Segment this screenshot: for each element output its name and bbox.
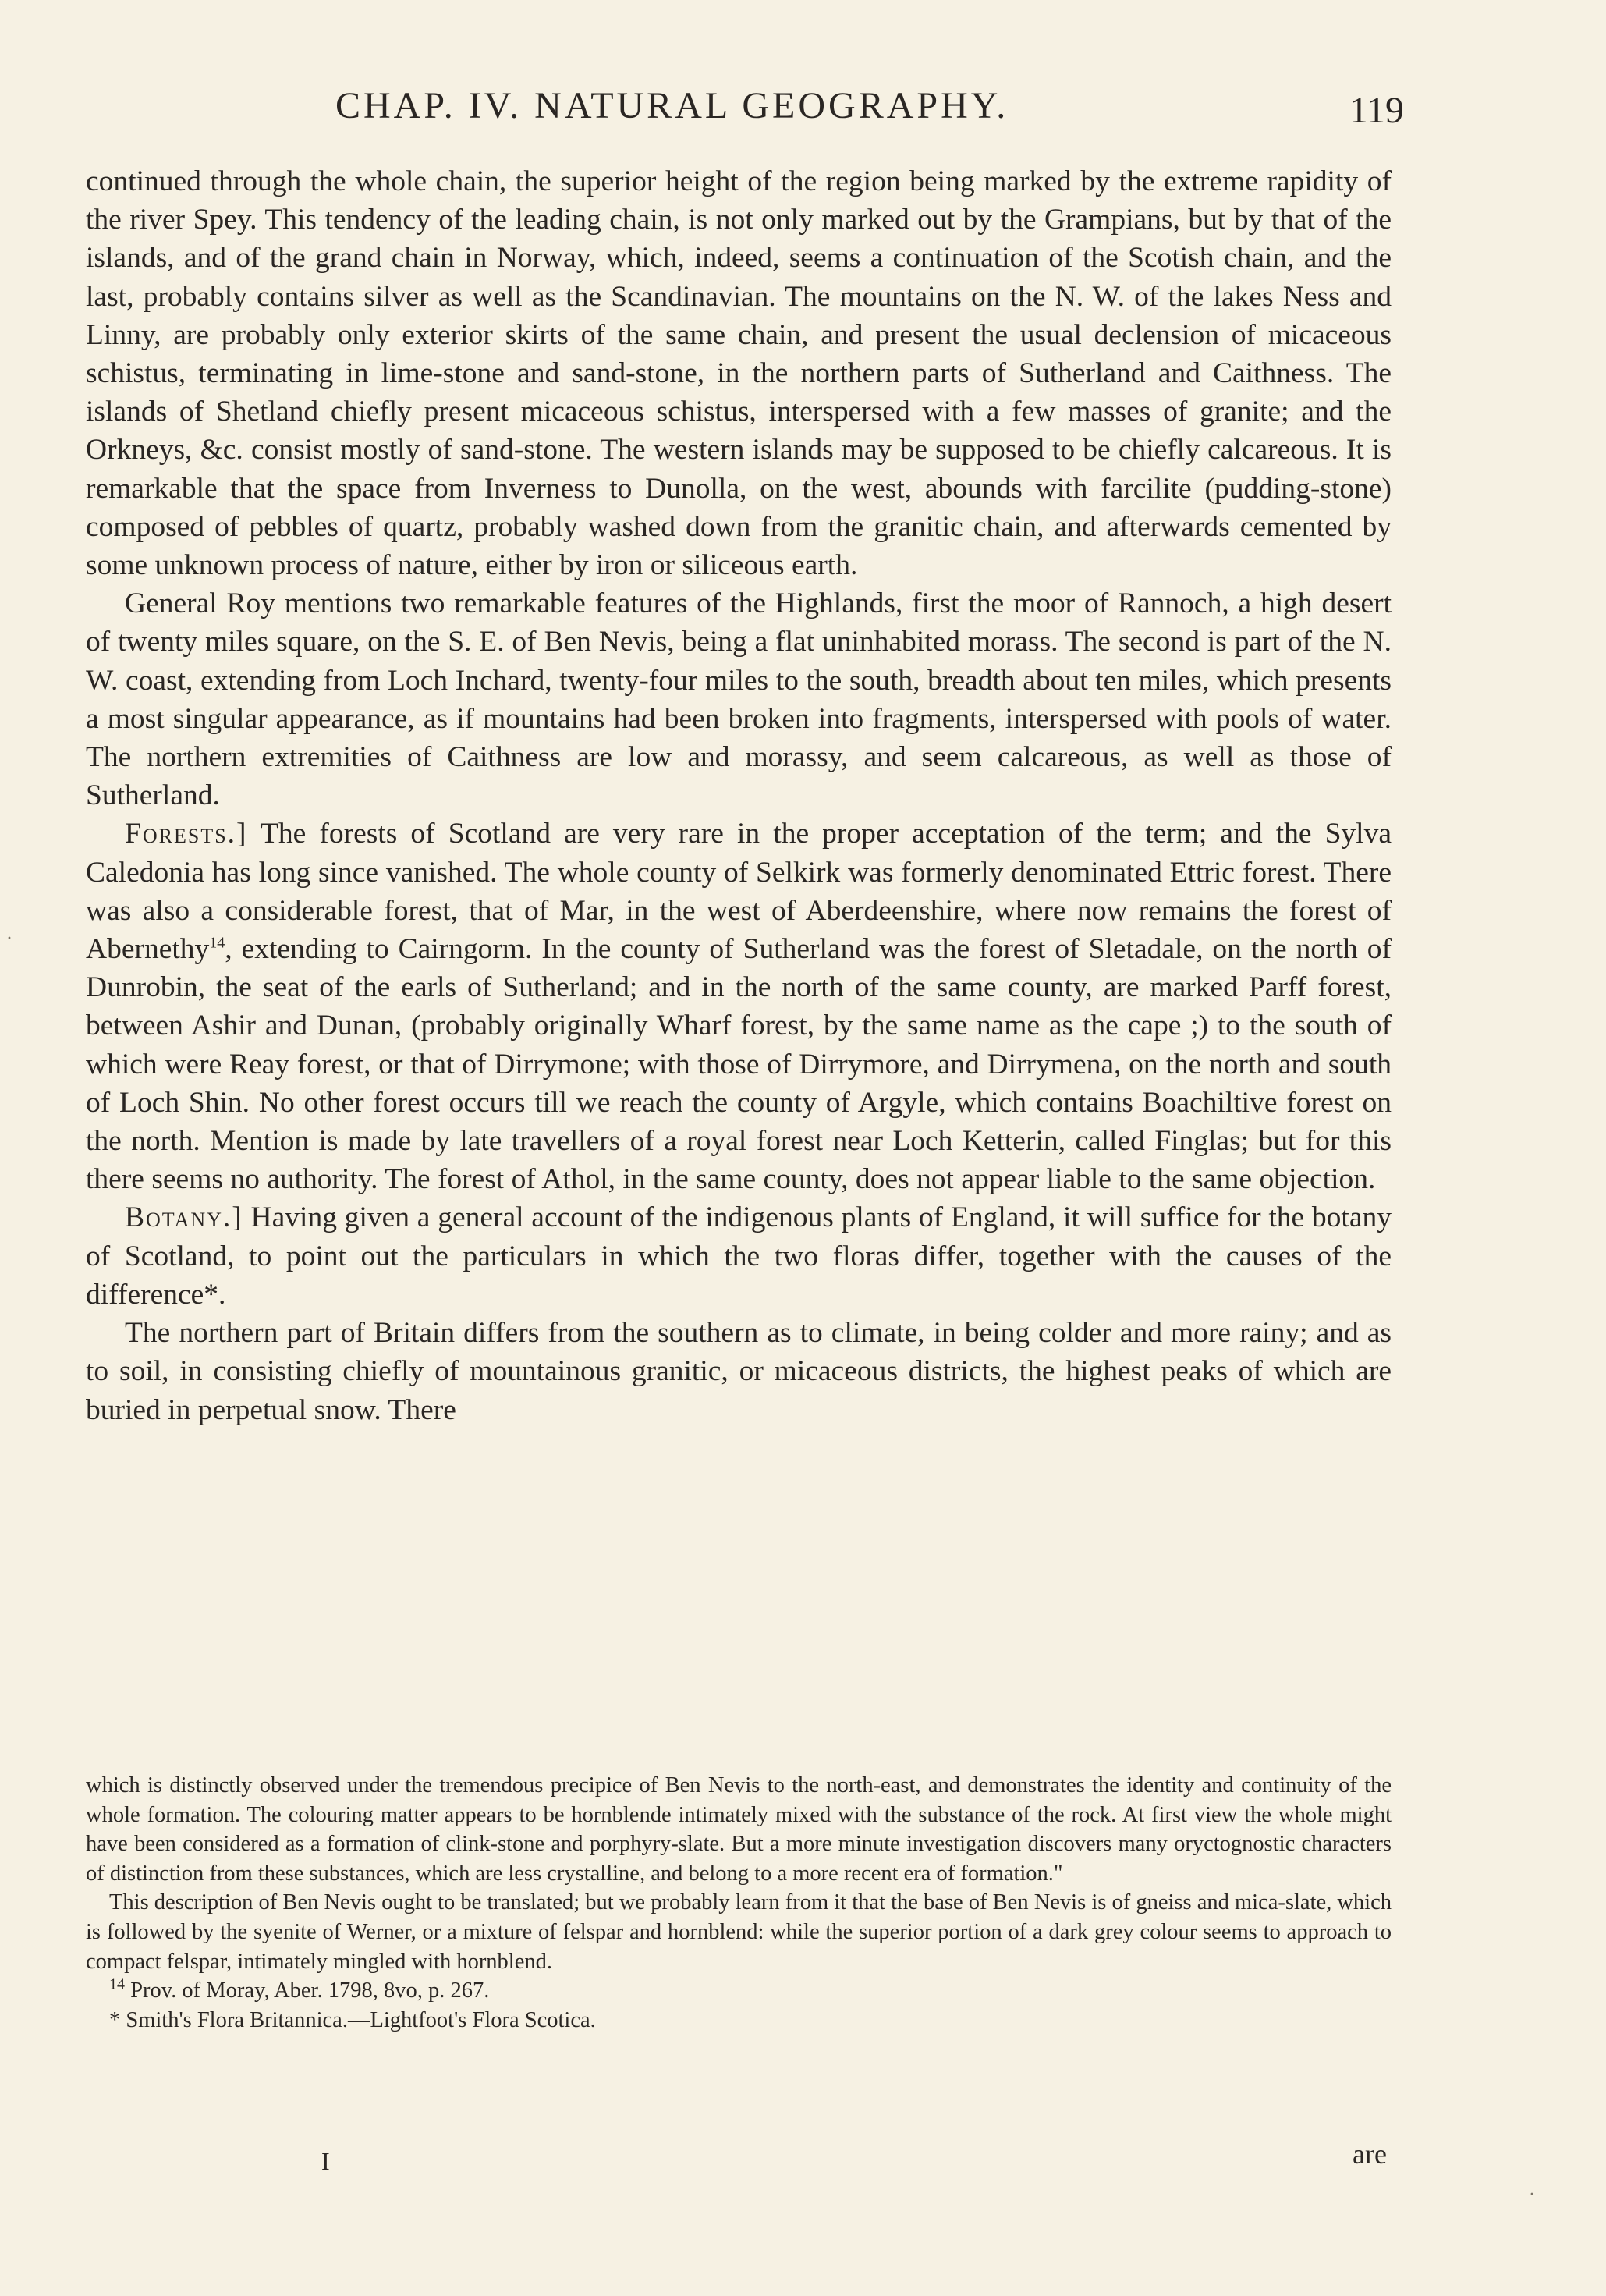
paragraph-botany (86, 1198, 1392, 1314)
botany-text: Having given a general account of the indigenous plants of England, it will suffice for the botany of Scotland, to point out the particulars in which the two floras differ, together with the causes of the difference*. (86, 1201, 1392, 1311)
forests-text-a: The forests of Scotland are very rare in the proper acceptation of the term; and the Sylva Caledonia has long since vanished. The whole county of Selkirk was formerly denominated Ettric forest. There was also a considerable forest, that of Mar, in the west of Aberdeenshire, where now remains the forest of Abernethy (86, 818, 1392, 966)
footnote-14 (86, 1976, 1392, 2006)
page-header (86, 84, 1412, 139)
paragraph-northern-part: The northern part of Britain differs from the southern as to climate, in being colder and more rainy; and as to soil, in consisting chiefly of mountainous granitic, or micaceous districts, the highest peaks of which are buried in perpetual snow. There (86, 1317, 1392, 1426)
forests-text-b: , extending to Cairngorm. In the county of Sutherland was the forest of Sletadale, on the north of Dunrobin, the seat of the earls of Sutherland; and in the north of the same county, are marked Parff forest, between Ashir and Dunan, (probably originally Wharf forest, by the same name as the cape ;) to the south of which were Reay forest, or that of Dirrymone; with those of Dirrymore, and Dirrymena, on the north and south of Loch Shin. No other forest occurs till we reach the county of Argyle, which contains Boachiltive forest on the north. Mention is made by late travellers of a royal forest near Loch Ketterin, called Finglas; but for this there seems no authority. The forest of Athol, in the same county, does not appear liable to the same objection. (86, 933, 1392, 1196)
footnote-14-text: Prov. of Moray, Aber. 1798, 8vo, p. 267. (125, 1978, 490, 2003)
main-text (86, 162, 1392, 1429)
paragraph-continued: continued through the whole chain, the superior height of the region being marked by the extreme rapidity of the river Spey. This tendency of the leading chain, is not only marked out by the Grampians, but by that of the islands, and of the grand chain in Norway, which, indeed, seems a continuation of the Scotish chain, and the last, probably contains silver as well as the Scandinavian. The mountains on the N. W. of the lakes Ness and Linny, are probably only exterior skirts of the same chain, and present the usual declension of micaceous schistus, terminating in lime-stone and sand-stone, in the northern parts of Sutherland and Caithness. The islands of Shetland chiefly present micaceous schistus, interspersed with a few masses of granite; and the Orkneys, &c. consist mostly of sand-stone. The western islands may be supposed to be chiefly calcareous. It is remarkable that the space from Inverness to Dunolla, on the west, abounds with farcilite (pudding-stone) composed of pebbles of quartz, probably washed down from the granitic chain, and afterwards cemented by some unknown process of nature, either by iron or siliceous earth. (86, 165, 1392, 582)
signature-mark: I (321, 2147, 330, 2175)
running-title: CHAP. IV. NATURAL GEOGRAPHY. (335, 85, 1009, 126)
footnote-ben-nevis: This description of Ben Nevis ought to be translated; but we probably learn from it that the base of Ben Nevis is of gneiss and mica-slate, which is followed by the syenite of Werner, or a mixture of felspar and hornblend: while the superior portion of a dark grey colour seems to approach to compact felspar, intimately mingled with hornblend. (86, 1890, 1392, 1974)
footnote-asterisk: * Smith's Flora Britannica.—Lightfoot's Flora Scotica. (109, 2007, 596, 2032)
paragraph-forests (86, 814, 1392, 1198)
section-heading-forests: Forests.] (125, 818, 248, 850)
paragraph-general-roy: General Roy mentions two remarkable features of the Highlands, first the moor of Rannoch, a high desert of twenty miles square, on the S. E. of Ben Nevis, being a flat uninhabited morass. The second is part of the N. W. coast, extending from Loch Inchard, twenty-four miles to the south, breadth about ten miles, which presents a most singular appearance, as if mountains had been broken into fragments, interspersed with pools of water. The northern extremities of Caithness are low and morassy, and seem calcareous, as well as those of Sutherland. (86, 587, 1392, 812)
section-heading-botany: Botany.] (125, 1201, 243, 1234)
margin-speck: · (1529, 2184, 1535, 2205)
footnote-14-mark: 14 (109, 1975, 125, 1993)
page-number: 119 (1349, 90, 1404, 131)
margin-speck: · (6, 928, 12, 949)
footnote-ref-14: 14 (209, 934, 225, 952)
catchword: are (1353, 2138, 1387, 2170)
footnote-continued: which is distinctly observed under the tremendous precipice of Ben Nevis to the north-east, and demonstrates the identity and continuity of the whole formation. The colouring matter appears to be hornblende intimately mixed with the substance of the rock. At first view the whole might have been considered as a formation of clink-stone and porphyry-slate. But a more minute investigation discovers many oryctognostic characters of distinction from these substances, which are less crystalline, and belong to a more recent era of formation." (86, 1773, 1392, 1886)
footnotes (86, 1771, 1392, 2035)
